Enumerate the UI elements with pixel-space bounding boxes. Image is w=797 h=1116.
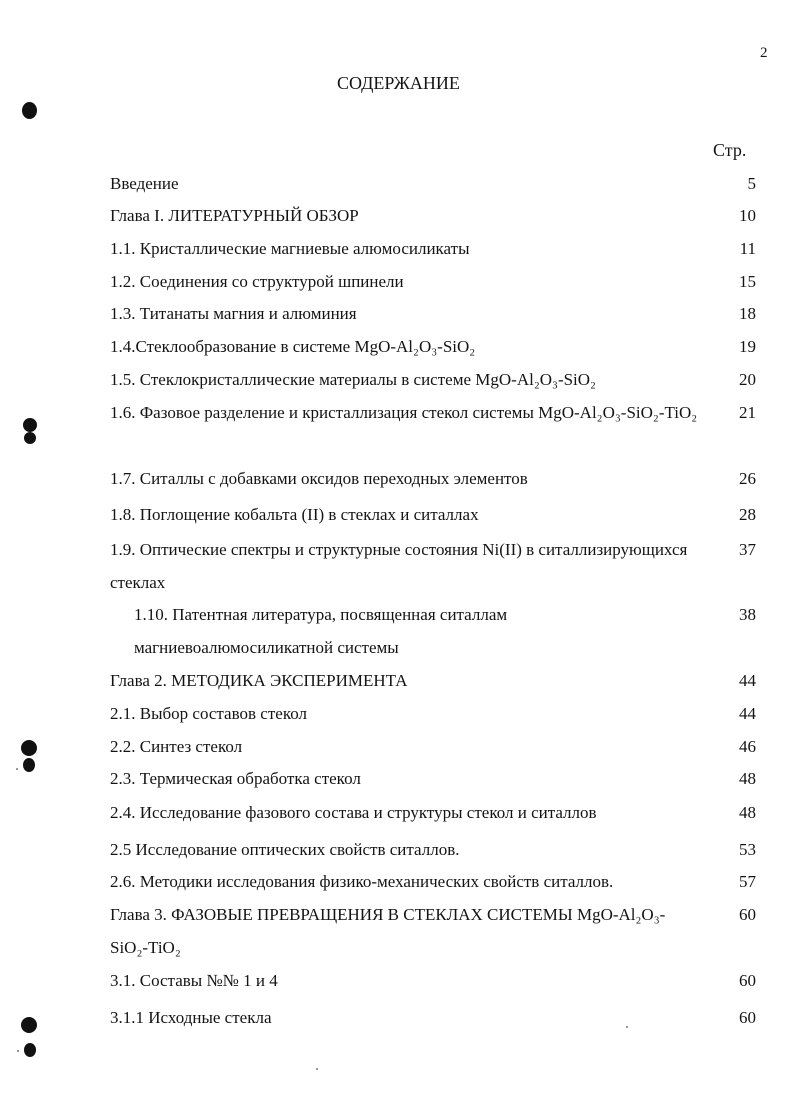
toc-entry-page: 18 (739, 304, 756, 323)
toc-entry-page: 26 (739, 469, 756, 488)
toc-entry-page: 48 (739, 803, 756, 822)
toc-entry-text: Глава 3. ФАЗОВЫЕ ПРЕВРАЩЕНИЯ В СТЕКЛАХ СИСТЕМЫ MgO-Al₂O₃-SiO₂-TiO₂ (110, 905, 666, 957)
toc-entry-page: 5 (747, 174, 756, 193)
toc-entry (110, 697, 756, 730)
scan-speck (316, 1068, 318, 1070)
scan-speck (626, 1026, 628, 1028)
toc-entry-text: 1.8. Поглощение кобальта (II) в стеклах и ситаллах (110, 505, 479, 524)
toc-entry-page: 37 (739, 540, 756, 559)
toc-entry (110, 964, 756, 997)
binding-hole-mark (23, 418, 37, 432)
toc-entry (110, 498, 756, 531)
toc-entry-page: 60 (739, 1008, 756, 1027)
toc-entry-page: 57 (739, 872, 756, 891)
toc-entry-page: 19 (739, 337, 756, 356)
toc-entry-text: 1.5. Стеклокристаллические материалы в системе MgO-Al₂O₃-SiO₂ (110, 370, 596, 389)
toc-entry-text: 1.2. Соединения со структурой шпинели (110, 272, 404, 291)
page-column-label: Стр. (713, 140, 747, 160)
toc-entry (110, 533, 756, 599)
toc-entry (110, 297, 756, 330)
toc-entry-page: 38 (739, 605, 756, 624)
toc-entry (110, 1001, 756, 1034)
toc-entry-text: 2.4. Исследование фазового состава и структуры стекол и ситаллов (110, 803, 597, 822)
scan-speck (17, 1050, 19, 1052)
binding-hole-mark (24, 1043, 36, 1057)
toc-entry (110, 167, 756, 200)
toc-entry-page: 60 (739, 971, 756, 990)
toc-entry-text: 3.1. Составы №№ 1 и 4 (110, 971, 278, 990)
toc-entry-page: 60 (739, 905, 756, 924)
toc-entry (110, 796, 756, 829)
binding-hole-mark (23, 758, 35, 772)
toc-entry (110, 396, 756, 429)
toc-entry-text: 1.4.Стеклообразование в системе MgO-Al₂O₃-SiO₂ (110, 337, 476, 356)
toc-entry-page: 46 (739, 737, 756, 756)
toc-entry-text: 2.2. Синтез стекол (110, 737, 243, 756)
binding-hole-mark (22, 102, 37, 119)
toc-entry-text: 2.5 Исследование оптических свойств ситаллов. (110, 840, 460, 859)
toc-entry-text: 1.7. Ситаллы с добавками оксидов переходных элементов (110, 469, 528, 488)
toc-entry (110, 762, 756, 795)
toc-entry-text: Глава 2. МЕТОДИКА ЭКСПЕРИМЕНТА (110, 671, 408, 690)
toc-entry (110, 363, 756, 396)
toc-entry-text: 1.6. Фазовое разделение и кристаллизация стекол системы MgO-Al₂O₃-SiO₂-TiO₂ (110, 403, 698, 422)
toc-entry-page: 44 (739, 671, 756, 690)
toc-entry-text: 3.1.1 Исходные стекла (110, 1008, 272, 1027)
toc-entry (110, 865, 756, 898)
scan-speck (16, 768, 18, 770)
binding-hole-mark (24, 432, 36, 444)
toc-entry-text: Глава I. ЛИТЕРАТУРНЫЙ ОБЗОР (110, 206, 359, 225)
toc-entry-page: 53 (739, 840, 756, 859)
toc-entry (110, 598, 756, 664)
toc-entry-page: 28 (739, 505, 756, 524)
toc-entry (110, 898, 756, 964)
binding-hole-mark (21, 740, 37, 756)
toc-entry (110, 265, 756, 298)
toc-entry (110, 833, 756, 866)
page-number: 2 (760, 45, 768, 61)
toc-entry-text: 2.6. Методики исследования физико-механических свойств ситаллов. (110, 872, 614, 891)
toc-entry-page: 48 (739, 769, 756, 788)
toc-entry (110, 664, 756, 697)
toc-entry (110, 232, 756, 265)
toc-entry-page: 15 (739, 272, 756, 291)
toc-entry-text: 2.1. Выбор составов стекол (110, 704, 307, 723)
toc-entry-text: 2.3. Термическая обработка стекол (110, 769, 361, 788)
toc-entry-text: 1.3. Титанаты магния и алюминия (110, 304, 357, 323)
binding-hole-mark (21, 1017, 37, 1033)
page-title: СОДЕРЖАНИЕ (337, 73, 460, 93)
toc-entry (110, 199, 756, 232)
toc-entry-page: 11 (739, 239, 756, 258)
toc-entry-text: Введение (110, 174, 179, 193)
toc-entry (110, 462, 756, 495)
toc-entry (110, 330, 756, 363)
toc-entry-text: 1.1. Кристаллические магниевые алюмосиликаты (110, 239, 470, 258)
toc-entry-page: 21 (739, 403, 756, 422)
toc-entry-page: 20 (739, 370, 756, 389)
toc-entry-page: 10 (739, 206, 756, 225)
toc-entry (110, 730, 756, 763)
toc-entry-text: 1.9. Оптические спектры и структурные состояния Ni(II) в ситаллизирующихся стеклах (110, 540, 688, 592)
toc-entry-page: 44 (739, 704, 756, 723)
toc-entry-text: 1.10. Патентная литература, посвященная ситаллам магниевоалюмосиликатной системы (134, 605, 508, 657)
